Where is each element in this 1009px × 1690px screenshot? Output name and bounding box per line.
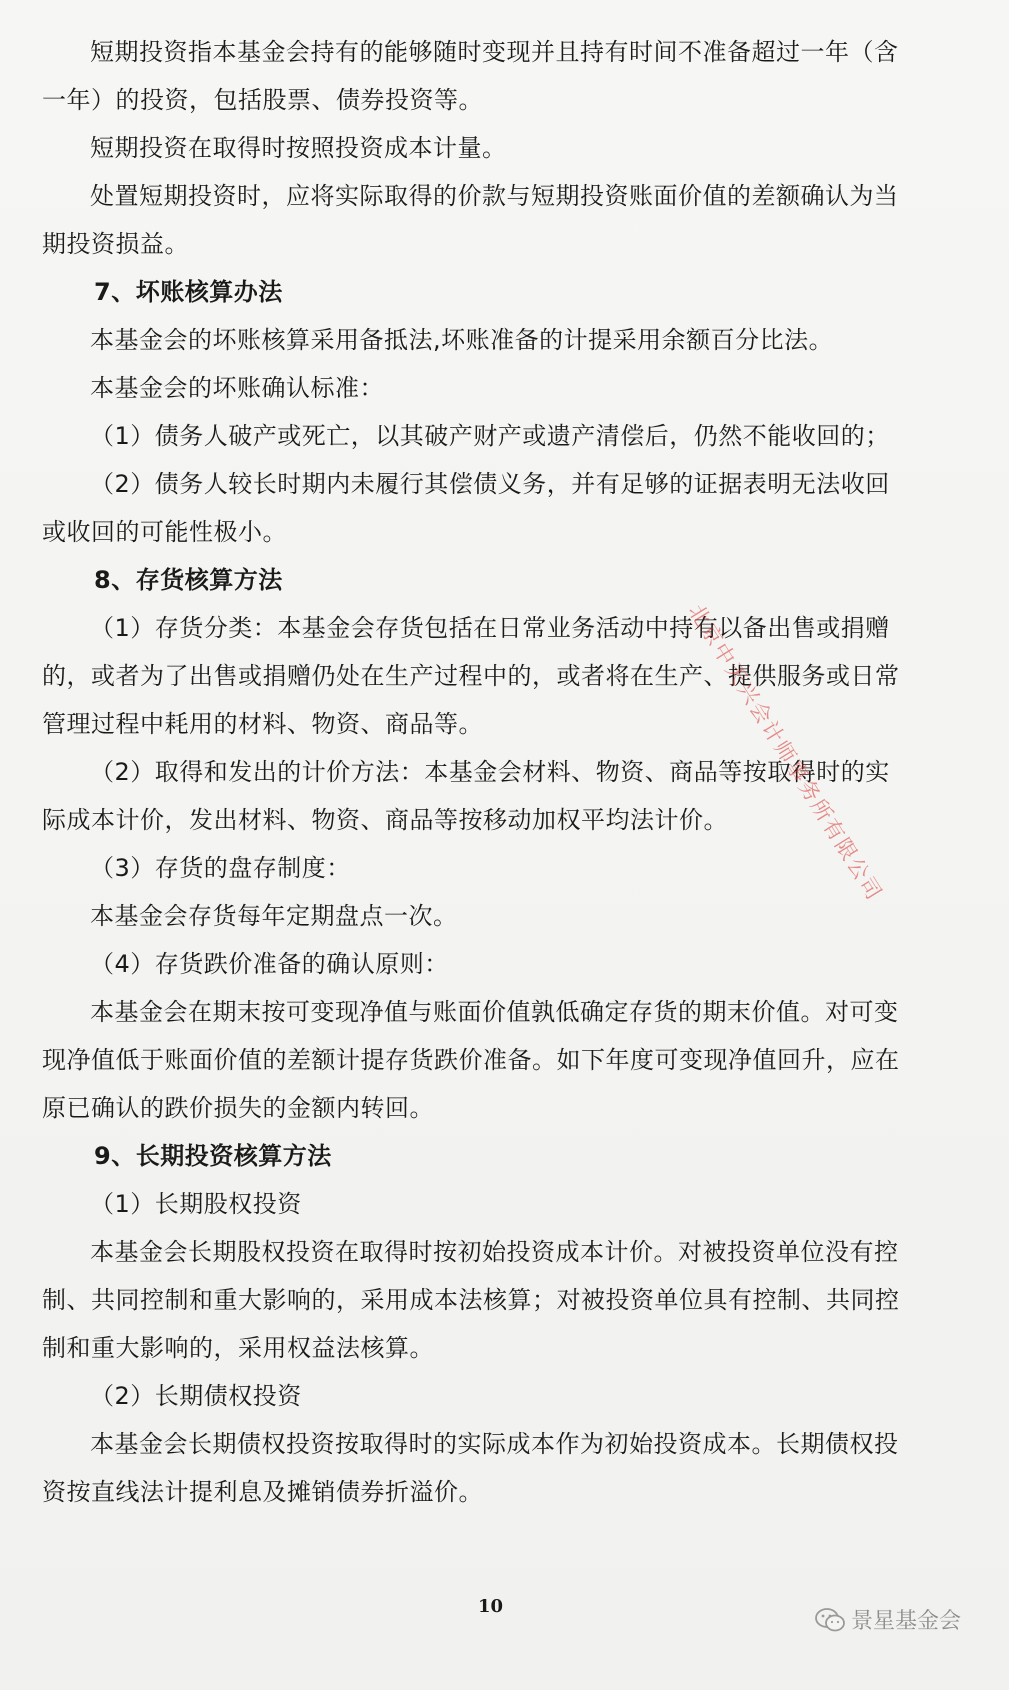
paragraph-line: 本基金会长期股权投资在取得时按初始投资成本计价。对被投资单位没有控	[90, 1238, 899, 1266]
paragraph-line: 一年）的投资，包括股票、债券投资等。	[42, 86, 483, 114]
watermark-label: 景星基金会	[851, 1609, 962, 1634]
wechat-watermark	[815, 1604, 961, 1635]
paragraph-line: （3）存货的盘存制度：	[90, 854, 351, 882]
paragraph-line: （2）长期债权投资	[90, 1382, 302, 1410]
paragraph-line: 资按直线法计提利息及摊销债券折溢价。	[42, 1478, 483, 1506]
document-body	[42, 28, 942, 1516]
paragraph-line: （1）债务人破产或死亡，以其破产财产或遗产清偿后，仍然不能收回的；	[90, 422, 890, 450]
paragraph-line: 本基金会的坏账核算采用备抵法,坏账准备的计提采用余额百分比法。	[90, 326, 834, 354]
paragraph-line: 本基金会在期末按可变现净值与账面价值孰低确定存货的期末价值。对可变	[90, 998, 899, 1026]
paragraph-line: （2）债务人较长时期内未履行其偿债义务，并有足够的证据表明无法收回	[90, 470, 890, 498]
paragraph-line: 期投资损益。	[42, 230, 189, 258]
wechat-icon	[815, 1607, 845, 1633]
paragraph-line: 际成本计价，发出材料、物资、商品等按移动加权平均法计价。	[42, 806, 728, 834]
paragraph-line: 或收回的可能性极小。	[42, 518, 287, 546]
section-heading: 7、坏账核算办法	[94, 278, 283, 306]
paragraph-line: 本基金会存货每年定期盘点一次。	[90, 902, 458, 930]
page-number: 10	[478, 1596, 504, 1617]
paragraph-line: 处置短期投资时，应将实际取得的价款与短期投资账面价值的差额确认为当	[90, 182, 899, 210]
paragraph-line: 制、共同控制和重大影响的，采用成本法核算；对被投资单位具有控制、共同控	[42, 1286, 900, 1314]
paragraph-line: 短期投资在取得时按照投资成本计量。	[90, 134, 507, 162]
section-heading: 9、长期投资核算方法	[94, 1142, 332, 1170]
paragraph-line: 原已确认的跌价损失的金额内转回。	[42, 1094, 434, 1122]
paragraph-line: 管理过程中耗用的材料、物资、商品等。	[42, 710, 483, 738]
paragraph-line: （1）长期股权投资	[90, 1190, 302, 1218]
paragraph-line: （2）取得和发出的计价方法：本基金会材料、物资、商品等按取得时的实	[90, 758, 890, 786]
svg-text:北京中天兴会计师事务所有限公司: 北京中天兴会计师事务所有限公司	[683, 599, 887, 906]
paragraph-line: 制和重大影响的，采用权益法核算。	[42, 1334, 434, 1362]
paragraph-line: 现净值低于账面价值的差额计提存货跌价准备。如下年度可变现净值回升，应在	[42, 1046, 900, 1074]
paragraph-line: 短期投资指本基金会持有的能够随时变现并且持有时间不准备超过一年（含	[90, 38, 899, 66]
paragraph-line: （4）存货跌价准备的确认原则：	[90, 950, 449, 978]
section-heading: 8、存货核算方法	[94, 566, 283, 594]
paragraph-line: （1）存货分类：本基金会存货包括在日常业务活动中持有以备出售或捐赠	[90, 614, 890, 642]
paragraph-line: 本基金会长期债权投资按取得时的实际成本作为初始投资成本。长期债权投	[90, 1430, 899, 1458]
paragraph-line: 的，或者为了出售或捐赠仍处在生产过程中的，或者将在生产、提供服务或日常	[42, 662, 900, 690]
paragraph-line: 本基金会的坏账确认标准：	[90, 374, 384, 402]
